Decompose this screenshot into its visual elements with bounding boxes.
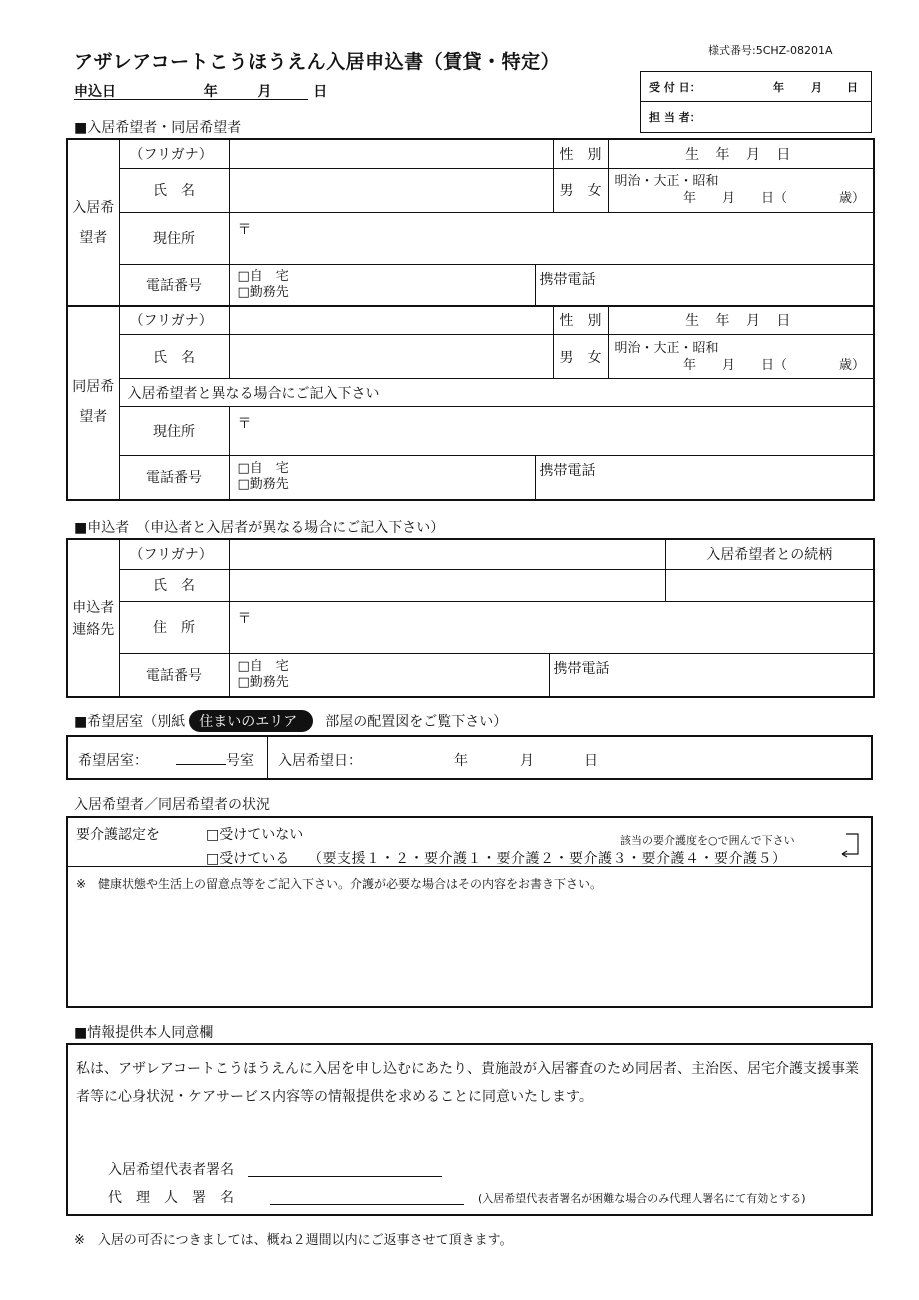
contact-name-label: 氏 名	[119, 569, 229, 601]
applicant-birth-fields: 年 月 日（ 歳）	[682, 191, 865, 206]
cohabitant-address-field[interactable]: 〒	[229, 407, 874, 456]
proxy-note: (入居希望代表者署名が困難な場合のみ代理人署名にて有効とする)	[478, 1192, 806, 1205]
cohabitant-birth-header: 生 年 月 日	[608, 306, 874, 335]
applicant-name-field[interactable]	[229, 168, 553, 212]
app-month: 月	[257, 84, 272, 100]
contact-work-checkbox[interactable]: □勤務先	[237, 674, 289, 690]
app-day: 日	[313, 84, 328, 100]
contact-address-field[interactable]: 〒	[229, 601, 874, 653]
contact-side-label: 申込者連絡先	[67, 539, 119, 697]
contact-address-label: 住 所	[119, 601, 229, 653]
application-date-underline	[74, 99, 308, 100]
section3-title	[74, 710, 507, 732]
cohabitant-note: 入居希望者と異なる場合にご記入下さい	[119, 379, 874, 407]
applicant-home-checkbox[interactable]: □自 宅	[237, 268, 289, 284]
room-divider	[267, 737, 268, 778]
applicant-furigana-label: （フリガナ）	[119, 139, 229, 168]
receipt-date-row	[641, 72, 871, 102]
contact-phone-field[interactable]	[229, 653, 549, 697]
staff-label: 担 当 者：	[649, 111, 701, 124]
cohabitant-era: 明治・大正・昭和	[614, 340, 719, 356]
applicant-phone-label: 電話番号	[119, 264, 229, 306]
proxy-signature-row	[108, 1187, 806, 1207]
app-year: 年	[203, 84, 218, 100]
arrow-icon	[838, 832, 868, 862]
applicant-name-label: 氏 名	[119, 168, 229, 212]
room-number-field[interactable]	[176, 749, 226, 765]
cohabitant-birth-fields: 年 月 日（ 歳）	[682, 357, 865, 373]
applicant-side-label: 入居希望者	[67, 139, 119, 306]
section3-title-suffix: 部屋の配置図をご覧下さい）	[325, 714, 508, 730]
move-date-label: 入居希望日：	[278, 753, 362, 769]
contact-home-checkbox[interactable]: □自 宅	[237, 658, 289, 674]
form-title: アザレアコートこうほうえん入居申込書（賃貸・特定）	[74, 51, 561, 73]
cohabitant-phone-field[interactable]	[229, 456, 535, 500]
cohabitant-name-field[interactable]	[229, 335, 553, 379]
health-notes-field[interactable]	[76, 898, 864, 1002]
application-date	[74, 81, 327, 101]
cohabitant-address-label: 現住所	[119, 407, 229, 456]
contact-mobile-field[interactable]: 携帯電話	[549, 653, 874, 697]
cohabitant-side-label: 同居希望者	[67, 306, 119, 500]
applicant-contact-table	[66, 538, 875, 698]
section4-title: 入居希望者／同居希望者の状況	[74, 797, 270, 813]
cohabitant-mobile-field[interactable]: 携帯電話	[535, 456, 874, 500]
applicant-birth-field[interactable]	[608, 168, 874, 212]
footer-note: ※ 入居の可否につきましては、概ね２週間以内にご返事させて頂きます。	[74, 1233, 513, 1248]
consent-box	[66, 1043, 873, 1216]
relation-field[interactable]	[665, 569, 874, 601]
not-receiving-checkbox[interactable]: □受けていない	[206, 827, 304, 843]
room-suffix: 号室	[226, 753, 254, 769]
cohabitant-phone-label: 電話番号	[119, 456, 229, 500]
cohabitant-work-checkbox[interactable]: □勤務先	[237, 477, 289, 493]
living-area-pill: 住まいのエリア	[189, 710, 313, 732]
consent-text: 私は、アザレアコートこうほうえんに入居を申し込むにあたり、貴施設が入居審査のため同居者、主治医、居宅介護支援事業者等に心身状況・ケアサービス内容等の情報提供を求めることに同意いたします。	[76, 1061, 860, 1105]
care-status-box	[66, 816, 873, 1008]
section1-title: ■入居希望者・同居希望者	[74, 120, 242, 136]
application-date-label: 申込日	[74, 84, 116, 100]
relation-label: 入居希望者との続柄	[665, 539, 874, 569]
contact-phone-label: 電話番号	[119, 653, 229, 697]
applicant-address-label: 現住所	[119, 212, 229, 264]
move-day: 日	[584, 753, 598, 769]
cohabitant-gender-options[interactable]: 男 女	[553, 335, 608, 379]
room-label: 希望居室：	[78, 753, 148, 769]
applicant-birth-header: 生 年 月 日	[608, 139, 874, 168]
care-label: 要介護認定を	[76, 827, 160, 843]
applicant-furigana-field[interactable]	[229, 139, 553, 168]
proxy-signature-field[interactable]	[270, 1191, 464, 1205]
move-year: 年	[454, 753, 468, 769]
room-request-box	[66, 735, 873, 780]
applicant-work-checkbox[interactable]: □勤務先	[237, 284, 289, 300]
applicant-table	[66, 138, 875, 307]
section5-title: ■情報提供本人同意欄	[74, 1025, 214, 1041]
cohabitant-birth-field[interactable]	[608, 335, 874, 379]
applicant-era: 明治・大正・昭和	[614, 174, 719, 189]
contact-furigana-field[interactable]	[229, 539, 665, 569]
section3-title-prefix: ■希望居室（別紙	[74, 714, 186, 730]
receiving-checkbox[interactable]: □受けている	[206, 851, 290, 867]
cohabitant-gender-label: 性 別	[553, 306, 608, 335]
applicant-mobile-field[interactable]: 携帯電話	[535, 264, 874, 306]
received-month: 月	[811, 81, 822, 94]
care-levels[interactable]: （要支援１・２・要介護１・要介護２・要介護３・要介護４・要介護５）	[308, 851, 787, 867]
proxy-signature-label: 代 理 人 署 名	[108, 1190, 234, 1206]
applicant-gender-label: 性 別	[553, 139, 608, 168]
applicant-address-field[interactable]: 〒	[229, 212, 874, 264]
applicant-gender-options[interactable]: 男 女	[553, 168, 608, 212]
circle-note: 該当の要介護度を○で囲んで下さい	[620, 834, 795, 847]
cohabitant-table	[66, 305, 875, 501]
representative-signature-label: 入居希望代表者署名	[108, 1162, 234, 1178]
received-day: 日	[847, 81, 858, 94]
contact-furigana-label: （フリガナ）	[119, 539, 229, 569]
cohabitant-home-checkbox[interactable]: □自 宅	[237, 461, 289, 477]
cohabitant-name-label: 氏 名	[119, 335, 229, 379]
cohabitant-furigana-label: （フリガナ）	[119, 306, 229, 335]
receipt-staff-row	[641, 102, 871, 132]
move-month: 月	[520, 753, 534, 769]
representative-signature-field[interactable]	[248, 1163, 442, 1177]
receipt-box	[640, 71, 872, 133]
form-number: 様式番号:5CHZ-08201A	[708, 44, 833, 57]
contact-name-field[interactable]	[229, 569, 665, 601]
section2-title: ■申込者 （申込者と入居者が異なる場合にご記入下さい）	[74, 520, 445, 536]
applicant-phone-field[interactable]	[229, 264, 535, 306]
cohabitant-furigana-field[interactable]	[229, 306, 553, 335]
health-note: ※ 健康状態や生活上の留意点等をご記入下さい。介護が必要な場合はその内容をお書き下さい。	[76, 877, 603, 891]
received-label: 受 付 日：	[649, 81, 701, 94]
received-year: 年	[773, 81, 784, 94]
representative-signature-row	[108, 1159, 456, 1179]
